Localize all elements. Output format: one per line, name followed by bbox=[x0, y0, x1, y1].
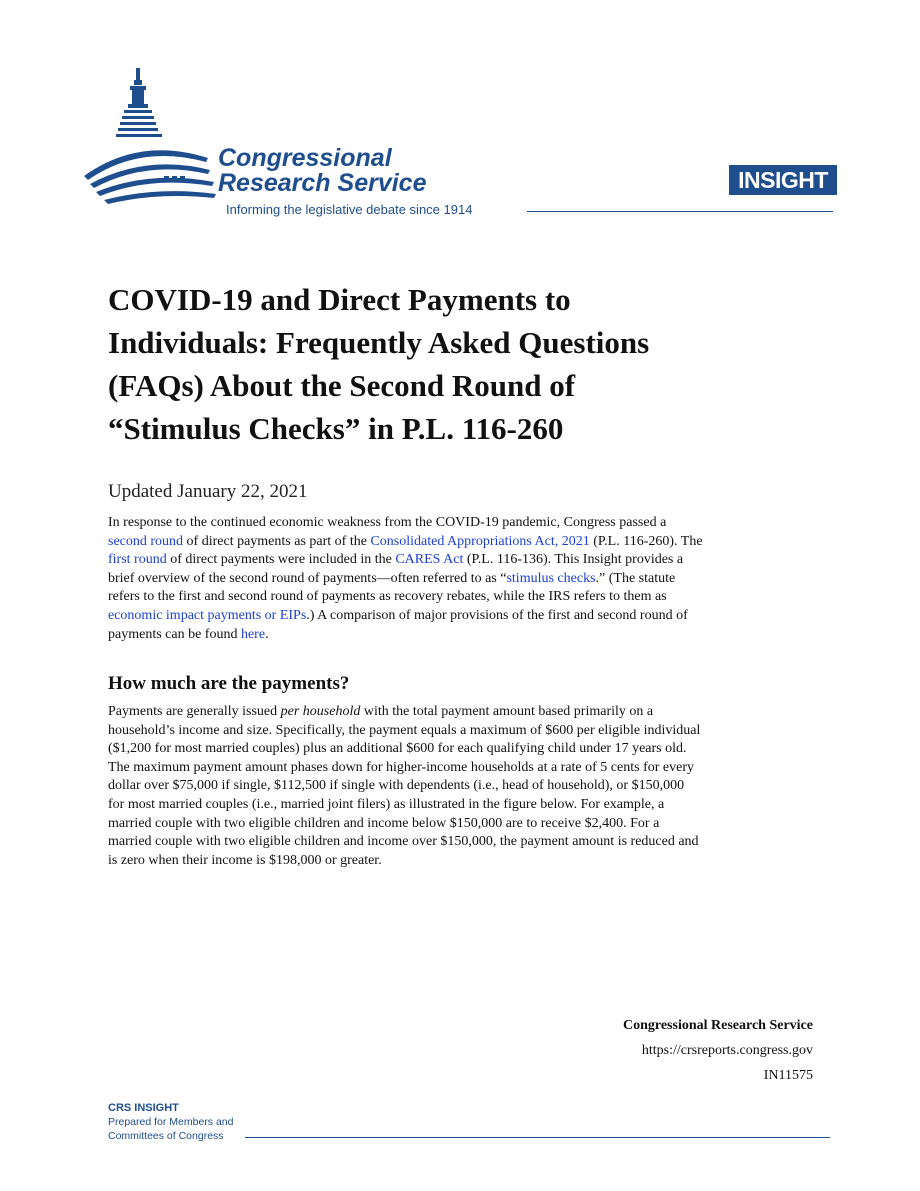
text-run: .” (The statute bbox=[595, 570, 676, 586]
text-run: (P.L. 116-136). This Insight provides a bbox=[463, 552, 684, 568]
text-run: (P.L. 116-260). The bbox=[589, 533, 703, 549]
eip-link[interactable]: economic impact payments or EIPs bbox=[108, 607, 307, 623]
text-run: . bbox=[265, 626, 269, 642]
insight-badge: INSIGHT bbox=[729, 165, 837, 195]
text-line bbox=[108, 570, 818, 589]
text-line: The maximum payment amount phases down for higher-income households at a rate of 5 cents for every bbox=[108, 759, 694, 775]
org-tagline: Informing the legislative debate since 1914 bbox=[226, 202, 473, 217]
text-run: payments can be found bbox=[108, 626, 241, 642]
title-line: “Stimulus Checks” in P.L. 116-260 bbox=[108, 411, 564, 446]
here-link[interactable]: here bbox=[240, 626, 266, 642]
text-run: brief overview of the second round of payments—often referred to as “ bbox=[108, 570, 507, 586]
first-round-link[interactable]: first round bbox=[108, 552, 167, 568]
cares-act-link[interactable]: CARES Act bbox=[395, 552, 464, 568]
text-run: Payments are generally issued bbox=[108, 704, 281, 719]
footer-citation bbox=[623, 1013, 813, 1088]
text-line: married couple with two eligible children and income over $150,000, the payment amount is reduced and bbox=[108, 834, 699, 850]
text-line: is zero when their income is $198,000 or greater. bbox=[108, 852, 382, 868]
footer-prepared-line1: Prepared for Members and bbox=[108, 1116, 234, 1128]
title-line: (FAQs) About the Second Round of bbox=[108, 368, 576, 403]
text-run: .) A comparison of major provisions of the first and second round of bbox=[306, 607, 688, 623]
text-line: In response to the continued economic weakness from the COVID-19 pandemic, Congress passed a bbox=[108, 515, 667, 530]
footer-rule bbox=[245, 1137, 830, 1138]
org-name-line2: Research Service bbox=[218, 169, 427, 197]
footer-series-title: CRS INSIGHT bbox=[108, 1102, 179, 1114]
org-wordmark bbox=[218, 146, 426, 196]
text-run: with the total payment amount based primarily on a bbox=[360, 704, 654, 719]
footer-prepared-line2: Committees of Congress bbox=[108, 1130, 224, 1142]
text-line bbox=[108, 626, 818, 645]
emphasis: per household bbox=[280, 704, 361, 719]
footer-report-id: IN11575 bbox=[763, 1068, 813, 1083]
text-line bbox=[108, 703, 818, 722]
text-run: of direct payments as part of the bbox=[183, 533, 371, 549]
text-line: dollar over $75,000 if single, $112,500 if single with dependents (i.e., head of household), or $150,000 bbox=[108, 778, 685, 794]
text-line bbox=[108, 607, 818, 626]
footer-series bbox=[108, 1101, 233, 1143]
footer-org: Congressional Research Service bbox=[622, 1018, 813, 1033]
header-rule bbox=[527, 211, 833, 212]
text-line: for most married couples (i.e., married joint filers) as illustrated in the figure below. For example, a bbox=[108, 796, 665, 812]
consolidated-appropriations-link[interactable]: Consolidated Appropriations Act, 2021 bbox=[370, 533, 590, 549]
section-heading: How much are the payments? bbox=[108, 673, 350, 694]
text-line: refers to the first and second round of payments as recovery rebates, while the IRS refers to them as bbox=[108, 589, 667, 605]
text-line: household’s income and size. Specifically, the payment equals a maximum of $600 per eligible individual bbox=[108, 722, 701, 738]
org-name-line1: Congressional bbox=[218, 144, 392, 172]
section-paragraph bbox=[108, 703, 818, 870]
text-line bbox=[108, 551, 818, 570]
text-run: of direct payments were included in the bbox=[166, 552, 396, 568]
footer-url[interactable]: https://crsreports.congress.gov bbox=[641, 1043, 813, 1058]
title-line: COVID-19 and Direct Payments to bbox=[108, 282, 571, 317]
updated-date: Updated January 22, 2021 bbox=[108, 481, 308, 502]
title-line: Individuals: Frequently Asked Questions bbox=[108, 325, 650, 360]
text-line: ($1,200 for most married couples) plus an additional $600 for each qualifying child under 17 years old. bbox=[108, 741, 687, 757]
stimulus-checks-link[interactable]: stimulus checks bbox=[506, 570, 596, 586]
capitol-dome-logo-icon bbox=[80, 66, 220, 216]
intro-paragraph bbox=[108, 514, 818, 644]
text-line bbox=[108, 533, 818, 552]
text-line: married couple with two eligible children and income below $150,000 are to receive $2,400. For a bbox=[108, 815, 660, 831]
second-round-link[interactable]: second round bbox=[108, 533, 184, 549]
page-title bbox=[108, 278, 808, 450]
